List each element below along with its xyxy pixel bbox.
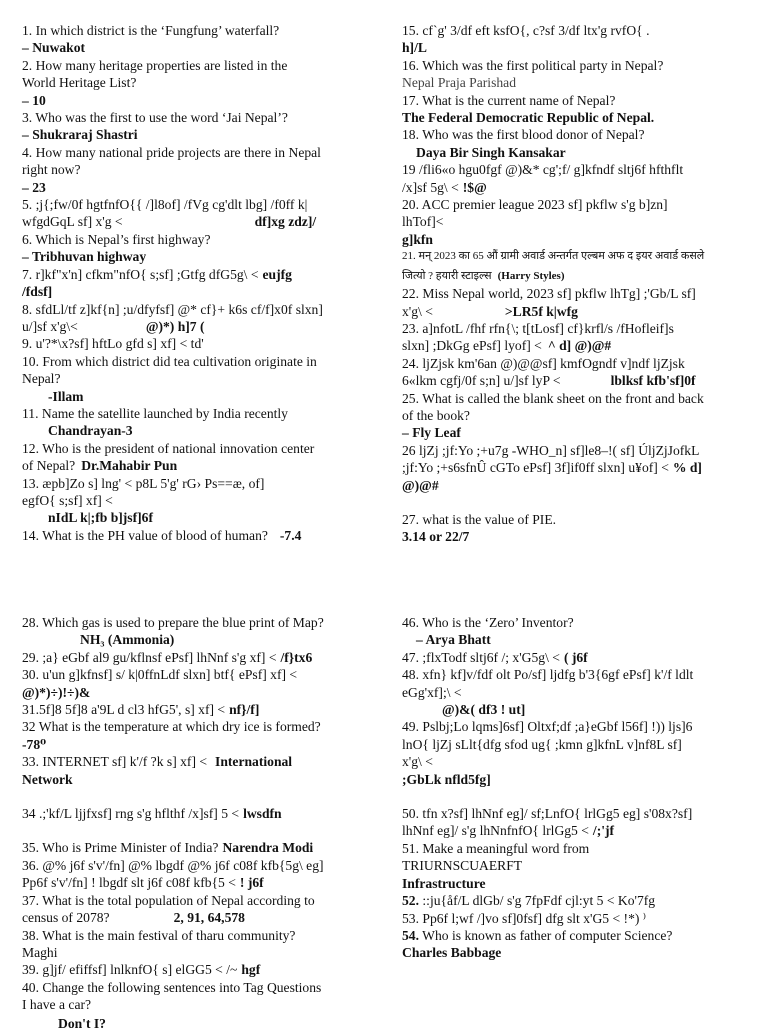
answer-text: lwsdfn	[243, 806, 282, 822]
question-line: 23. a]nfotL /fhf rfn{\; t[tLosf] cf}krfl/s /fHofleif]s	[402, 320, 674, 336]
question-line: 24. ljZjsk km'6an @)@@sf] kmfOgndf v]ndf ljZjsk	[402, 355, 685, 371]
answer-line: Chandrayan-3	[48, 423, 133, 439]
answer-line: g]kfn	[402, 231, 433, 247]
question-line: 20. ACC premier league 2023 sf] pkflw s'g b]zn]	[402, 197, 668, 213]
question-text: 39. g]jf/ efiffsf] lnlknfO{ s] elGG5 < /~	[22, 962, 238, 978]
question-line: 18. Who was the first blood donor of Nepal?	[402, 127, 645, 143]
answer-line: @)*)÷)!÷)&	[22, 684, 91, 700]
spacer	[22, 788, 370, 805]
question-with-answer	[402, 266, 752, 285]
question-with-answer	[22, 527, 370, 544]
question-with-answer	[402, 459, 752, 476]
answer-text: df]xg zdz]/	[254, 214, 317, 230]
question-line: 11. Name the satellite launched by India recently	[22, 405, 288, 421]
answer-text: >LR5f k|wfg	[504, 303, 578, 319]
question-line: 2. How many heritage properties are listed in the	[22, 57, 288, 73]
question-line: 15. cf`g' 3/df eft ksfO{, c?sf 3/df ltx'g rvfO{ .	[402, 23, 650, 38]
question-text: 31.5f]8 5f]8 a'9L d cl3 hfG5', s] xf] <	[22, 702, 226, 718]
answer-text: International	[215, 754, 293, 770]
question-line: 27. what is the value of PIE.	[402, 511, 557, 527]
question-with-answer	[22, 753, 370, 770]
question-text: 29. ;a} eGbf al9 gu/kflnsf ePsf] lhNnf s'g xf] <	[22, 649, 277, 665]
question-line: 28. Which gas is used to prepare the blue print of Map?	[22, 615, 324, 630]
question-with-answer	[22, 266, 370, 283]
question-with-answer	[402, 337, 752, 354]
question-line: 37. What is the total population of Nepal according to	[22, 892, 315, 908]
answer-line: nIdL k|;fb b]jsf]6f	[48, 510, 153, 526]
answer-line: – Shukraraj Shastri	[22, 127, 138, 143]
question-text: lhNnf eg]/ s'g lhNnfnfO{ lrlGg5 <	[402, 823, 589, 839]
answer-line: -Illam	[48, 388, 84, 404]
spacer	[22, 822, 370, 839]
answer-line: – Fly Leaf	[402, 425, 461, 441]
question-line: Maghi	[22, 944, 58, 960]
question-line: 48. xfn} kf]v/fdf olt Po/sf] ljdfg b'3{6gf ePsf] k'/f ldlt	[402, 667, 694, 683]
answer-line: The Federal Democratic Republic of Nepal.	[402, 110, 655, 126]
question-line: 25. What is called the blank sheet on the front and back	[402, 390, 704, 406]
answer-text: hgf	[241, 962, 261, 978]
question-with-answer: 54. Who is known as father of computer Science?	[402, 927, 673, 943]
question-line: 1. In which district is the ‘Fungfung’ waterfall?	[22, 23, 280, 38]
question-text: 6«lkm cgfj/0f s;n] u/]sf lyP <	[402, 373, 561, 389]
question-line: 38. What is the main festival of tharu community?	[22, 927, 296, 943]
answer-line: -78⁰	[22, 736, 47, 752]
answer-line: Network	[22, 771, 73, 787]
answer-text: % d]	[672, 460, 702, 476]
answer-line: @)&( df3 ! ut]	[442, 702, 526, 718]
spacer	[402, 494, 752, 511]
bottom-left-column	[22, 614, 370, 1014]
question-line: World Heritage List?	[22, 75, 137, 91]
answer-line: ;GbLk nfld5fg]	[402, 771, 491, 787]
question-with-answer	[22, 805, 370, 822]
question-with-answer	[402, 822, 752, 839]
question-text: u/]sf x'g\<	[22, 318, 78, 334]
answer-text: @)*) h]7 (	[145, 318, 205, 334]
answer-line: /fdsf]	[22, 284, 53, 300]
question-text: census of 2078?	[22, 910, 110, 926]
question-line: lhTof]<	[402, 214, 444, 230]
answer-text: nf}/f]	[229, 702, 260, 718]
question-line: 50. tfn x?sf] lhNnf eg]/ sf;LnfO{ lrlGg5 eg] s'08x?sf]	[402, 806, 693, 822]
question-line: x'g\ <	[402, 754, 433, 770]
question-text: जित्यो ? हयारी स्टाइल्स	[402, 269, 492, 282]
question-line: egfO{ s;sf] xf] <	[22, 492, 113, 508]
top-right-column	[402, 22, 752, 546]
question-with-answer	[402, 372, 752, 389]
answer-line: Nepal Praja Parishad	[402, 75, 517, 91]
answer-line: – 23	[22, 179, 46, 195]
answer-text: Narendra Modi	[222, 840, 314, 856]
answer-line: 3.14 or 22/7	[402, 529, 470, 545]
question-line: right now?	[22, 162, 81, 178]
answer-line: – Arya Bhatt	[416, 632, 491, 648]
question-text: 14. What is the PH value of blood of human?	[22, 527, 268, 543]
answer-line: – Tribhuvan highway	[22, 249, 147, 265]
answer-line: – Nuwakot	[22, 40, 86, 56]
question-with-answer	[22, 649, 370, 666]
question-text: slxn] ;DkGg ePsf] lyof] <	[402, 338, 542, 354]
answer-line: Daya Bir Singh Kansakar	[416, 144, 566, 160]
question-line: 53. Pp6f l;wf /]vo sf]0fsf] dfg slt x'G5 < !*) ⁾	[402, 910, 647, 926]
question-with-answer	[22, 839, 370, 856]
question-with-answer	[402, 179, 752, 196]
answer-text: 2, 91, 64,578	[173, 910, 245, 926]
question-text: Pp6f s'v'/fn] ! lbgdf slt j6f c08f kfb{5 <	[22, 875, 236, 891]
answer-line: Charles Babbage	[402, 945, 502, 961]
question-line: 40. Change the following sentences into Tag Questions	[22, 979, 322, 995]
question-line: Nepal?	[22, 371, 61, 387]
question-text: ;jf:Yo ;+s6sfnÛ cGTo ePsf] 3f]if0ff slxn] u¥of] <	[402, 460, 669, 476]
question-with-answer	[402, 303, 752, 320]
question-line: I have a car?	[22, 997, 92, 1013]
question-line: 9. u'?*\x?sf] hftLo gfd s] xf] < td'	[22, 336, 204, 352]
question-line: 8. sfdLl/tf z]kf{n] ;u/dfyfsf] @* cf}+ k6s cf/f]x0f slxn]	[22, 301, 323, 317]
question-line: 32 What is the temperature at which dry ice is formed?	[22, 719, 321, 735]
answer-text: Dr.Mahabir Pun	[81, 458, 178, 474]
question-line: 4. How many national pride projects are there in Nepal	[22, 144, 321, 160]
question-line: 5. ;j{;fw/0f hgtfnfO{{ /]l8of] /fVg cg'dlt lbg] /f0ff k|	[22, 197, 308, 213]
answer-text: lblksf kfb'sf]0f	[610, 373, 696, 389]
question-line: 12. Who is the president of national innovation center	[22, 440, 315, 456]
question-line: 16. Which was the first political party in Nepal?	[402, 57, 664, 73]
answer-text: !$@	[462, 179, 487, 195]
question-text: 47. ;flxTodf sltj6f /; x'G5g\ <	[402, 649, 560, 665]
question-line: 46. Who is the ‘Zero’ Inventor?	[402, 615, 574, 630]
top-left-column	[22, 22, 370, 544]
question-with-answer	[22, 318, 370, 335]
question-line: eGg'xf];\ <	[402, 684, 462, 700]
answer-line: NH₃ (Ammonia)	[80, 632, 175, 648]
question-with-answer	[22, 874, 370, 891]
question-with-answer	[22, 701, 370, 718]
question-with-answer	[22, 457, 370, 474]
answer-text: ^ d] @)@#	[547, 338, 612, 354]
question-line: lnO{ ljZj sLlt{dfg sfod ug{ ;kmn g]kfnL v]nf8L sf]	[402, 736, 682, 752]
spacer	[402, 788, 752, 805]
answer-text: (Harry Styles)	[497, 269, 565, 282]
answer-line: – 10	[22, 92, 46, 108]
question-line: 10. From which district did tea cultivation originate in	[22, 353, 317, 369]
answer-tag-question: Don't I?	[58, 1016, 106, 1031]
question-text: 54.	[402, 927, 419, 943]
question-line: 3. Who was the first to use the word ‘Jai Nepal’?	[22, 110, 288, 126]
answer-text: ( j6f	[563, 649, 588, 665]
question-text: 33. INTERNET sf] k'/f ?k s] xf] <	[22, 754, 208, 770]
question-text: 35. Who is Prime Minister of India?	[22, 840, 219, 856]
answer-line: Infrastructure	[402, 875, 486, 891]
question-text: of Nepal?	[22, 458, 76, 474]
question-line: 36. @% j6f s'v'/fn] @% lbgdf @% j6f c08f kfb{5g\ eg]	[22, 857, 324, 873]
question-line: 13. æpb]Zo s] lng' < p8L 5'g' rG› Ps==æ, of]	[22, 475, 265, 491]
question-line: 26 ljZj ;jf:Yo ;+u7g -WHO_n] sf]le8–!( sf] ÚljZjJofkL	[402, 442, 700, 458]
question-text: x'g\ <	[402, 303, 433, 319]
question-with-answer	[22, 961, 370, 978]
question-line: 21. मन् 2023 का 65 औं ग्रामी अवार्ड अन्तर्गत एल्बम अफ द इयर अवार्ड कसले	[402, 250, 705, 263]
question-text: 34 .;'kf/L ljjfxsf] rng s'g hflthf /x]sf] 5 <	[22, 806, 240, 822]
answer-line: @)@#	[402, 477, 439, 493]
question-line: of the book?	[402, 407, 470, 423]
question-with-answer	[22, 213, 370, 230]
question-text: wfgdGqL sf] x'g <	[22, 214, 123, 230]
question-line: TRIURNSCUAERFT	[402, 858, 523, 874]
question-text: /x]sf 5g\ <	[402, 179, 459, 195]
answer-text: eujfg	[262, 266, 292, 282]
question-line: 30. u'un g]kfnsf] s/ k|0ffnLdf slxn] btf{ ePsf] xf] <	[22, 667, 298, 683]
answer-text: ! j6f	[239, 875, 264, 891]
question-line: 6. Which is Nepal’s first highway?	[22, 231, 211, 247]
question-line: 51. Make a meaningful word from	[402, 840, 590, 856]
question-line: 52. ::ju{åf/L dlGb/ s'g 7fpFdf cjl:yt 5 < Ko'7fg	[402, 893, 656, 909]
question-number: 52.	[402, 893, 419, 909]
question-line: 17. What is the current name of Nepal?	[402, 92, 616, 108]
question-with-answer	[402, 649, 752, 666]
question-line: 19 /fli6«o hgu0fgf @)&* cg';f/ g]kfndf sltj6f hfthflt	[402, 162, 684, 178]
answer-line: h]/L	[402, 40, 427, 56]
question-with-answer	[22, 909, 370, 926]
question-line: 49. Pslbj;Lo lqms]6sf] Oltxf;df ;a}eGbf l56f] !)) ljs]6	[402, 719, 693, 735]
question-line: 22. Miss Nepal world, 2023 sf] pkflw lhTg] ;'Gb/L sf]	[402, 286, 696, 302]
question-text: 7. r]kf"x'n] cfkm"nfO{ s;sf] ;Gtfg dfG5g\ <	[22, 266, 259, 282]
answer-text: /;'jf	[592, 823, 615, 839]
answer-text: /f}tx6	[280, 649, 313, 665]
bottom-right-column	[402, 614, 752, 962]
answer-text: -7.4	[279, 527, 302, 543]
